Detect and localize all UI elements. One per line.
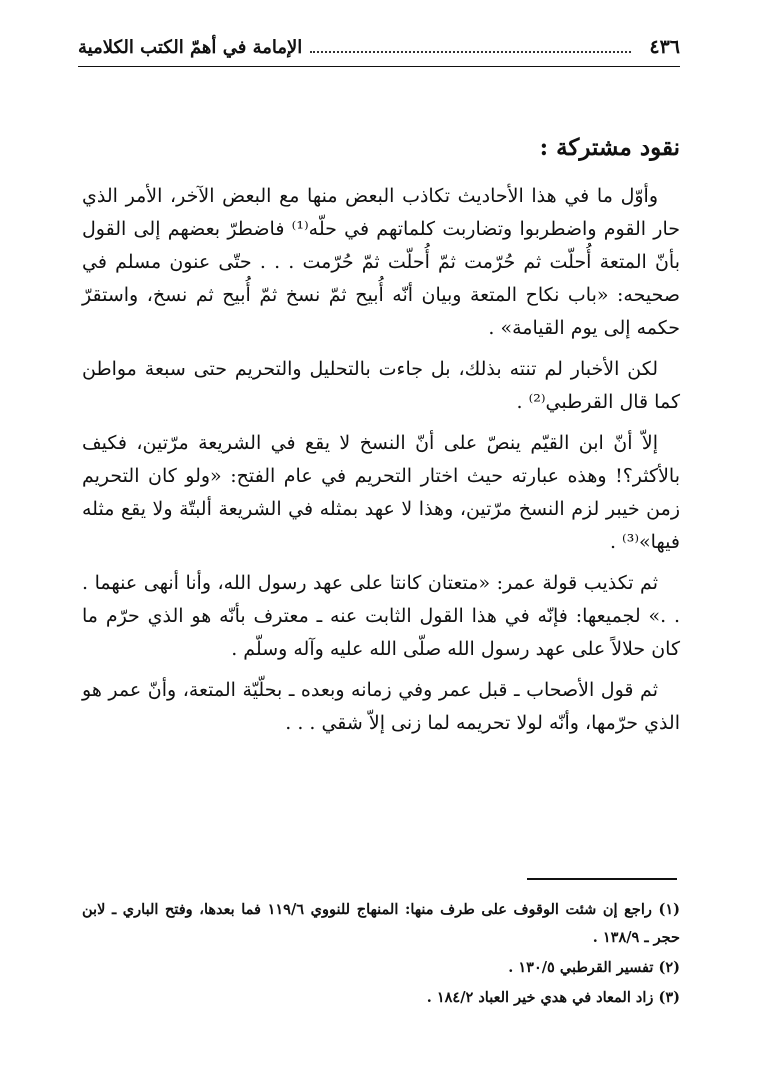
paragraph-4: ثم تكذيب قولة عمر: «متعتان كانتا على عهد رسول الله، وأنا أنهى عنهما . . .» لجميعها: فإنّه في هذا القول الثابت عنه ـ معترف بأنّه هو الذي حرّم ما كان حلالاً على عهد رسول الله صلّى الله عليه وآله وسلّم . — [82, 572, 680, 660]
paragraph-1: وأوّل ما في هذا الأحاديث تكاذب البعض منها مع البعض الآخر، الأمر الذي حار القوم واضطربوا وتضاربت كلماتهم في حلّه⁽¹⁾ فاضطرّ بعضهم إلى القول بأنّ المتعة أُحلّت ثم حُرّمت ثمّ أُحلّت ثمّ حُرّمت . . . حتّى عنون مسلم في صحيحه: «باب نكاح المتعة وبيان أنّه أُبيح ثمّ نسخ ثمّ أُبيح ثم نسخ، واستقرّ حكمه إلى يوم القيامة» . — [82, 185, 681, 339]
main-content — [82, 128, 680, 748]
footnote-divider — [527, 878, 677, 880]
running-title: الإمامة في أهمّ الكتب الكلامية — [78, 36, 303, 58]
footnotes — [82, 896, 680, 1014]
dotted-leader — [310, 51, 631, 53]
running-header — [78, 32, 680, 67]
footnote-2: (٢) تفسير القرطبي ١٣٠/٥ . — [508, 959, 680, 976]
section-heading: نقود مشتركة : — [539, 134, 680, 161]
paragraph-3: إلاّ أنّ ابن القيّم ينصّ على أنّ النسخ لا يقع في الشريعة مرّتين، فكيف بالأكثر؟! وهذه عبارته حيث اختار التحريم في عام الفتح: «ولو كان التحريم زمن خيبر لزم النسخ مرّتين، وهذا لا عهد بمثله في الشريعة ألبتّة ولا يقع مثله فيها»⁽³⁾ . — [82, 432, 680, 553]
footnote-1: (١) راجع إن شئت الوقوف على طرف منها: المنهاج للنووي ١١٩/٦ فما بعدها، وفتح الباري ـ لابن حجر ـ ١٣٨/٩ . — [82, 901, 680, 946]
paragraph-2: لكن الأخبار لم تنته بذلك، بل جاءت بالتحليل والتحريم حتى سبعة مواطن كما قال القرطبي⁽²⁾ . — [82, 358, 680, 413]
paragraph-5: ثم قول الأصحاب ـ قبل عمر وفي زمانه وبعده ـ بحلّيّة المتعة، وأنّ عمر هو الذي حرّمها، وأنّه لولا تحريمه لما زنى إلاّ شقي . . . — [82, 679, 680, 734]
footnote-3: (٣) زاد المعاد في هدي خير العباد ١٨٤/٢ . — [426, 989, 680, 1006]
page-number: ٤٣٦ — [649, 36, 680, 58]
